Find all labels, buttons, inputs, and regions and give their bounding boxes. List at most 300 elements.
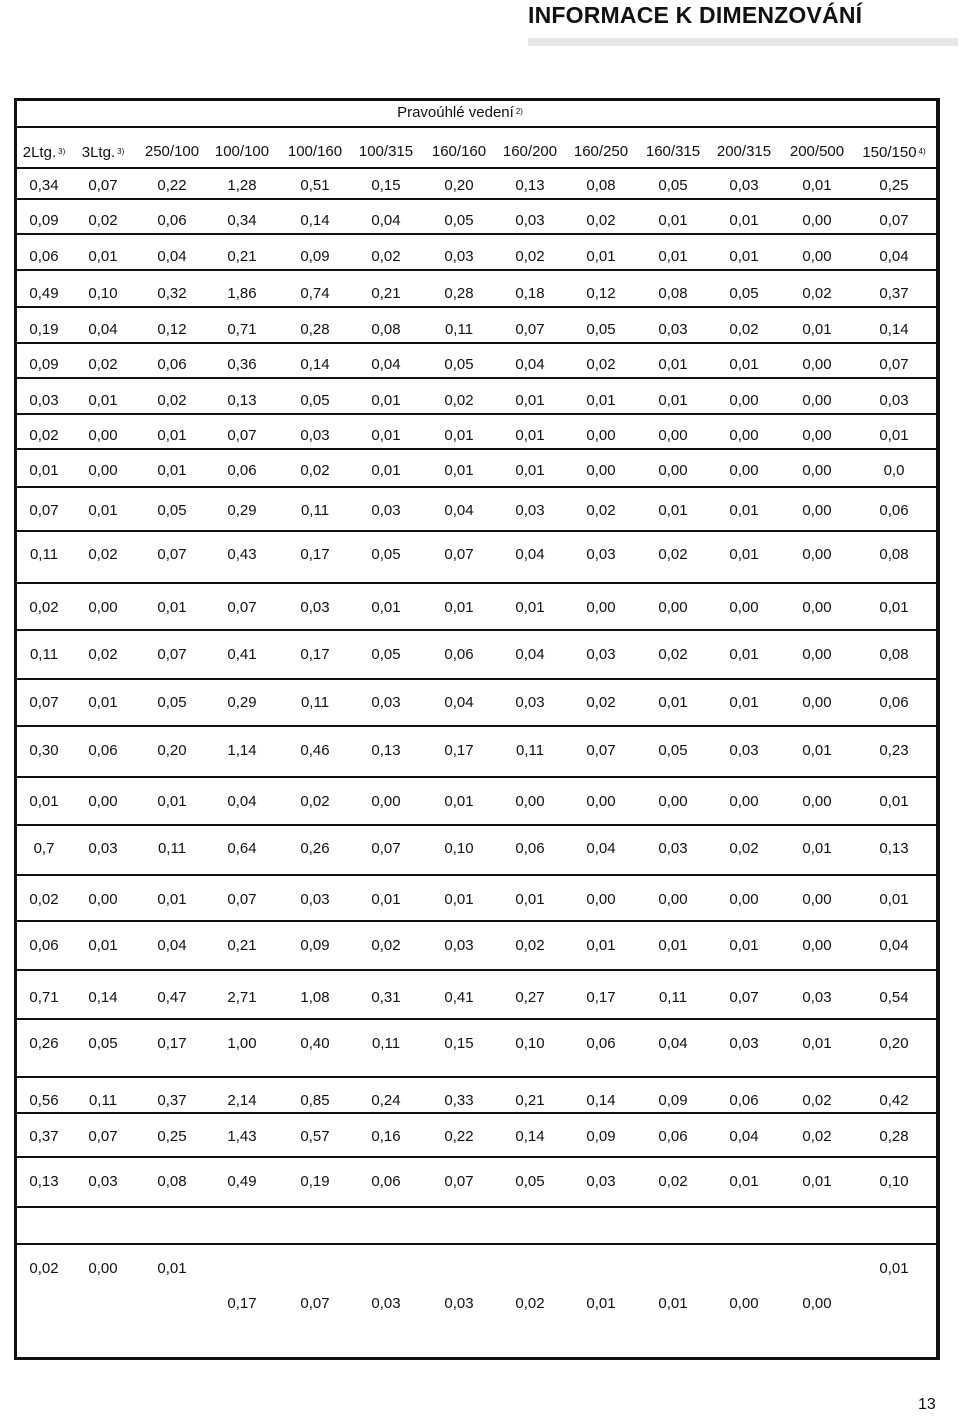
table-cell: 0,00 xyxy=(729,427,759,444)
table-cell: 0,13 xyxy=(227,392,257,409)
table-cell: 0,03 xyxy=(729,1035,759,1052)
table-row xyxy=(14,835,940,863)
table-cell: 0,10 xyxy=(88,285,118,302)
table-cell: 0,09 xyxy=(29,356,59,373)
table-cell: 0,01 xyxy=(444,599,474,616)
row-divider xyxy=(14,1156,940,1158)
table-cell: 0,11 xyxy=(515,742,545,759)
table-cell: 0,06 xyxy=(88,742,118,759)
table-cell: 0,01 xyxy=(515,427,545,444)
table-cell: 0,16 xyxy=(371,1128,401,1145)
table-cell: 0,7 xyxy=(33,840,55,857)
table-cell: 0,00 xyxy=(802,502,832,519)
table-cell: 0,11 xyxy=(300,694,330,711)
table-cell: 0,01 xyxy=(88,694,118,711)
table-cell: 0,07 xyxy=(227,427,257,444)
page-title: INFORMACE K DIMENZOVÁNÍ xyxy=(528,2,863,28)
table-cell: 0,11 xyxy=(444,321,474,338)
table-cell: 0,71 xyxy=(29,989,59,1006)
row-divider xyxy=(14,306,940,308)
table-cell: 0,01 xyxy=(371,462,401,479)
column-header xyxy=(844,138,944,166)
table-cell: 0,03 xyxy=(371,502,401,519)
table-cell xyxy=(275,1255,355,1283)
table-cell: 0,20 xyxy=(879,1035,909,1052)
table-cell: 0,02 xyxy=(586,356,616,373)
table-cell xyxy=(561,1255,641,1283)
table-cell: 0,06 xyxy=(879,502,909,519)
table-cell: 0,01 xyxy=(586,392,616,409)
table-cell: 0,05 xyxy=(515,1173,545,1190)
table-cell: 0,04 xyxy=(515,646,545,663)
table-row xyxy=(14,1087,940,1115)
table-cell: 0,07 xyxy=(371,840,401,857)
table-cell: 0,07 xyxy=(586,742,616,759)
table-cell: 0,01 xyxy=(879,427,909,444)
table-row xyxy=(14,351,940,379)
table-cell: 0,49 xyxy=(227,1173,257,1190)
table-cell: 0,17 xyxy=(227,1295,257,1312)
table-cell: 0,02 xyxy=(658,1173,688,1190)
table-cell: 0,05 xyxy=(586,321,616,338)
table-cell: 0,00 xyxy=(88,891,118,908)
table-cell: 0,00 xyxy=(802,1295,832,1312)
table-cell: 0,00 xyxy=(586,427,616,444)
table-cell: 0,04 xyxy=(371,356,401,373)
table-cell: 0,36 xyxy=(227,356,257,373)
table-cell: 0,01 xyxy=(729,546,759,563)
row-divider xyxy=(14,874,940,876)
table-cell: 0,07 xyxy=(515,321,545,338)
table-cell: 0,07 xyxy=(227,891,257,908)
table-cell: 0,01 xyxy=(729,1173,759,1190)
table-cell: 0,27 xyxy=(515,989,545,1006)
table-cell: 0,12 xyxy=(586,285,616,302)
table-cell: 0,09 xyxy=(300,937,330,954)
table-cell: 0,07 xyxy=(157,546,187,563)
table-cell: 0,21 xyxy=(371,285,401,302)
table-cell: 0,29 xyxy=(227,502,257,519)
table-cell: 0,34 xyxy=(29,177,59,194)
table-cell: 0,37 xyxy=(157,1092,187,1109)
table-cell: 0,33 xyxy=(444,1092,474,1109)
table-cell: 0,04 xyxy=(444,502,474,519)
table-cell: 0,03 xyxy=(515,212,545,229)
table-cell: 0,03 xyxy=(515,694,545,711)
table-cell: 0,10 xyxy=(444,840,474,857)
table-cell: 0,01 xyxy=(444,891,474,908)
table-cell: 0,17 xyxy=(157,1035,187,1052)
table-cell: 0,03 xyxy=(729,177,759,194)
column-header-label: 200/315 xyxy=(716,143,772,160)
table-cell: 0,06 xyxy=(586,1035,616,1052)
table-cell: 0,01 xyxy=(729,356,759,373)
table-caption-text: Pravoúhlé vedení xyxy=(397,104,514,121)
table-cell: 0,05 xyxy=(658,742,688,759)
table-cell: 0,21 xyxy=(227,248,257,265)
table-cell: 0,01 xyxy=(729,248,759,265)
table-cell xyxy=(275,1215,355,1243)
table-cell: 0,00 xyxy=(729,392,759,409)
table-cell: 0,04 xyxy=(515,546,545,563)
table-cell: 0,51 xyxy=(300,177,330,194)
table-cell: 0,01 xyxy=(802,840,832,857)
table-cell: 0,02 xyxy=(300,462,330,479)
table-cell xyxy=(63,1290,143,1318)
table-cell: 0,01 xyxy=(515,891,545,908)
table-cell: 0,28 xyxy=(879,1128,909,1145)
table-cell: 0,14 xyxy=(300,356,330,373)
table-cell: 0,03 xyxy=(300,891,330,908)
row-divider xyxy=(14,725,940,727)
table-cell: 0,04 xyxy=(586,840,616,857)
table-cell: 0,01 xyxy=(515,462,545,479)
table-cell: 0,08 xyxy=(586,177,616,194)
table-cell: 0,06 xyxy=(879,694,909,711)
table-row xyxy=(14,788,940,816)
column-header-label: 200/500 xyxy=(789,143,845,160)
table-cell: 0,03 xyxy=(879,392,909,409)
table-cell: 0,00 xyxy=(371,793,401,810)
table-cell: 0,17 xyxy=(586,989,616,1006)
table-cell: 0,05 xyxy=(88,1035,118,1052)
table-cell xyxy=(346,1215,426,1243)
table-cell: 0,19 xyxy=(29,321,59,338)
table-cell: 0,64 xyxy=(227,840,257,857)
row-divider xyxy=(14,824,940,826)
table-cell: 0,02 xyxy=(586,502,616,519)
table-cell: 0,01 xyxy=(729,694,759,711)
table-cell: 0,03 xyxy=(371,694,401,711)
table-cell xyxy=(633,1215,713,1243)
table-cell: 0,01 xyxy=(586,248,616,265)
table-cell: 0,01 xyxy=(157,462,187,479)
table-cell: 0,11 xyxy=(300,502,330,519)
table-cell: 0,05 xyxy=(157,502,187,519)
table-cell: 0,13 xyxy=(515,177,545,194)
table-cell: 0,00 xyxy=(88,1260,118,1277)
row-divider xyxy=(14,198,940,200)
table-cell: 0,17 xyxy=(300,646,330,663)
row-divider xyxy=(14,920,940,922)
table-cell: 0,01 xyxy=(157,891,187,908)
table-cell: 0,85 xyxy=(300,1092,330,1109)
column-header-label: 160/250 xyxy=(573,143,629,160)
table-cell: 0,09 xyxy=(658,1092,688,1109)
table-cell: 0,00 xyxy=(802,462,832,479)
table-cell: 0,00 xyxy=(586,462,616,479)
table-cell: 0,23 xyxy=(879,742,909,759)
table-cell: 0,01 xyxy=(658,212,688,229)
table-cell: 0,03 xyxy=(29,392,59,409)
table-cell: 1,86 xyxy=(227,285,257,302)
column-header-label: 3Ltg. xyxy=(81,144,116,161)
table-cell: 0,01 xyxy=(157,427,187,444)
table-cell: 0,07 xyxy=(729,989,759,1006)
table-cell: 0,00 xyxy=(729,462,759,479)
table-cell: 0,14 xyxy=(879,321,909,338)
table-cell xyxy=(419,1255,499,1283)
table-cell: 0,03 xyxy=(515,502,545,519)
table-cell: 0,03 xyxy=(658,840,688,857)
table-row xyxy=(14,207,940,235)
table-cell: 0,10 xyxy=(879,1173,909,1190)
table-cell: 0,01 xyxy=(802,177,832,194)
table-cell: 0,46 xyxy=(300,742,330,759)
table-cell: 0,11 xyxy=(371,1035,401,1052)
column-header-label: 2Ltg. xyxy=(22,144,57,161)
table-cell: 0,00 xyxy=(586,793,616,810)
table-cell: 0,01 xyxy=(157,599,187,616)
table-cell: 0,02 xyxy=(29,599,59,616)
table-cell: 0,01 xyxy=(88,248,118,265)
table-row xyxy=(14,641,940,669)
table-cell: 0,57 xyxy=(300,1128,330,1145)
table-cell: 0,14 xyxy=(586,1092,616,1109)
table-cell: 0,03 xyxy=(586,546,616,563)
table-cell: 0,34 xyxy=(227,212,257,229)
table-cell xyxy=(633,1255,713,1283)
table-cell: 0,02 xyxy=(658,546,688,563)
table-cell: 0,08 xyxy=(157,1173,187,1190)
row-divider xyxy=(14,582,940,584)
table-row xyxy=(14,886,940,914)
table-cell: 0,06 xyxy=(29,248,59,265)
table-cell: 0,01 xyxy=(88,502,118,519)
table-cell: 2,14 xyxy=(227,1092,257,1109)
column-header-label: 100/100 xyxy=(214,143,270,160)
table-row xyxy=(14,541,940,569)
table-cell xyxy=(63,1215,143,1243)
table-row xyxy=(14,316,940,344)
table-cell: 0,00 xyxy=(802,599,832,616)
table-cell: 0,04 xyxy=(879,248,909,265)
column-header-note: 3) xyxy=(58,147,66,156)
table-cell: 0,01 xyxy=(879,599,909,616)
table-cell: 0,02 xyxy=(88,212,118,229)
table-cell: 0,03 xyxy=(300,599,330,616)
table-cell xyxy=(854,1215,934,1243)
table-cell xyxy=(132,1290,212,1318)
table-cell: 0,06 xyxy=(157,356,187,373)
table-cell: 0,74 xyxy=(300,285,330,302)
table-cell: 1,08 xyxy=(300,989,330,1006)
table-cell: 0,01 xyxy=(658,502,688,519)
table-cell: 0,00 xyxy=(802,793,832,810)
table-cell: 0,05 xyxy=(371,646,401,663)
table-cell: 0,01 xyxy=(802,1035,832,1052)
table-cell: 0,18 xyxy=(515,285,545,302)
table-cell: 0,37 xyxy=(879,285,909,302)
table-cell: 0,06 xyxy=(444,646,474,663)
table-cell: 0,01 xyxy=(802,321,832,338)
table-row xyxy=(14,497,940,525)
table-cell: 0,07 xyxy=(444,1173,474,1190)
table-cell: 0,43 xyxy=(227,546,257,563)
table-cell: 0,03 xyxy=(729,742,759,759)
table-row xyxy=(14,984,940,1012)
table-cell: 0,01 xyxy=(729,937,759,954)
table-cell: 0,07 xyxy=(444,546,474,563)
table-cell: 0,06 xyxy=(371,1173,401,1190)
table-row xyxy=(14,1123,940,1151)
table-cell: 0,00 xyxy=(658,793,688,810)
table-cell: 0,02 xyxy=(586,212,616,229)
table-cell: 0,02 xyxy=(300,793,330,810)
table-row xyxy=(14,172,940,200)
caption-divider xyxy=(14,126,940,128)
table-cell xyxy=(202,1255,282,1283)
table-cell: 0,01 xyxy=(658,248,688,265)
column-header-note: 4) xyxy=(918,147,926,156)
table-cell: 0,02 xyxy=(157,392,187,409)
table-cell: 0,02 xyxy=(29,891,59,908)
table-cell: 0,01 xyxy=(802,1173,832,1190)
table-cell: 1,00 xyxy=(227,1035,257,1052)
table-cell: 0,01 xyxy=(586,1295,616,1312)
table-cell xyxy=(704,1215,784,1243)
row-divider xyxy=(14,1243,940,1245)
table-cell: 0,07 xyxy=(29,694,59,711)
table-row xyxy=(14,594,940,622)
table-cell: 0,00 xyxy=(658,599,688,616)
table-row xyxy=(14,387,940,415)
table-row xyxy=(14,1290,940,1318)
table-cell: 0,01 xyxy=(729,646,759,663)
table-cell: 0,01 xyxy=(371,392,401,409)
row-divider xyxy=(14,233,940,235)
table-cell: 0,01 xyxy=(371,427,401,444)
table-cell: 0,00 xyxy=(802,212,832,229)
table-cell: 0,09 xyxy=(29,212,59,229)
table-cell: 0,02 xyxy=(802,1092,832,1109)
table-cell: 0,13 xyxy=(879,840,909,857)
table-cell: 0,01 xyxy=(729,502,759,519)
row-divider xyxy=(14,448,940,450)
table-cell: 0,01 xyxy=(658,694,688,711)
table-cell: 0,07 xyxy=(300,1295,330,1312)
table-cell: 0,25 xyxy=(157,1128,187,1145)
table-cell: 0,03 xyxy=(444,1295,474,1312)
table-cell: 0,06 xyxy=(729,1092,759,1109)
table-cell: 0,03 xyxy=(802,989,832,1006)
table-cell: 0,03 xyxy=(586,646,616,663)
table-cell: 0,01 xyxy=(444,462,474,479)
table-cell: 0,06 xyxy=(515,840,545,857)
row-divider xyxy=(14,678,940,680)
table-cell: 0,41 xyxy=(444,989,474,1006)
table-cell xyxy=(132,1215,212,1243)
table-cell: 0,17 xyxy=(300,546,330,563)
table-cell: 0,04 xyxy=(879,937,909,954)
table-cell: 0,02 xyxy=(444,392,474,409)
table-cell: 0,12 xyxy=(157,321,187,338)
table-cell: 0,07 xyxy=(879,212,909,229)
table-cell: 0,01 xyxy=(586,937,616,954)
table-cell xyxy=(777,1255,857,1283)
table-cell: 0,06 xyxy=(29,937,59,954)
table-cell: 0,05 xyxy=(729,285,759,302)
row-divider xyxy=(14,1076,940,1078)
table-cell: 0,05 xyxy=(157,694,187,711)
table-header-row xyxy=(14,138,940,166)
table-cell: 0,00 xyxy=(802,694,832,711)
table-cell: 0,01 xyxy=(515,392,545,409)
table-cell: 1,28 xyxy=(227,177,257,194)
row-divider xyxy=(14,413,940,415)
table-cell xyxy=(490,1215,570,1243)
table-row xyxy=(14,457,940,485)
table-cell: 0,24 xyxy=(371,1092,401,1109)
table-cell xyxy=(561,1215,641,1243)
table-row xyxy=(14,689,940,717)
table-cell: 0,00 xyxy=(586,599,616,616)
table-cell: 0,41 xyxy=(227,646,257,663)
table-cell: 0,01 xyxy=(371,599,401,616)
table-cell: 0,00 xyxy=(586,891,616,908)
table-cell: 0,02 xyxy=(88,646,118,663)
table-cell: 0,03 xyxy=(586,1173,616,1190)
table-cell: 0,01 xyxy=(444,793,474,810)
table-cell: 0,01 xyxy=(157,793,187,810)
table-cell: 0,00 xyxy=(658,891,688,908)
table-cell: 0,03 xyxy=(444,248,474,265)
table-cell: 0,29 xyxy=(227,694,257,711)
table-cell: 0,07 xyxy=(88,1128,118,1145)
table-cell: 0,02 xyxy=(586,694,616,711)
table-cell: 0,19 xyxy=(300,1173,330,1190)
table-cell: 0,01 xyxy=(88,392,118,409)
table-cell: 0,01 xyxy=(879,1260,909,1277)
table-cell: 0,01 xyxy=(658,937,688,954)
table-cell: 0,49 xyxy=(29,285,59,302)
table-cell: 0,30 xyxy=(29,742,59,759)
table-cell: 0,01 xyxy=(157,1260,187,1277)
header-divider xyxy=(14,167,940,169)
table-cell: 0,00 xyxy=(729,793,759,810)
table-cell: 0,02 xyxy=(729,840,759,857)
table-cell: 0,11 xyxy=(29,546,59,563)
column-header-label: 100/315 xyxy=(358,143,414,160)
table-cell xyxy=(854,1290,934,1318)
table-cell: 0,03 xyxy=(658,321,688,338)
table-cell: 1,14 xyxy=(227,742,257,759)
table-cell: 0,05 xyxy=(658,177,688,194)
table-cell: 0,21 xyxy=(227,937,257,954)
table-cell: 0,0 xyxy=(883,462,905,479)
table-cell: 0,00 xyxy=(802,646,832,663)
table-cell: 0,01 xyxy=(515,599,545,616)
table-cell: 0,06 xyxy=(157,212,187,229)
table-cell: 0,56 xyxy=(29,1092,59,1109)
row-divider xyxy=(14,1206,940,1208)
table-cell: 0,01 xyxy=(444,427,474,444)
row-divider xyxy=(14,486,940,488)
row-divider xyxy=(14,629,940,631)
row-divider xyxy=(14,377,940,379)
table-cell: 0,00 xyxy=(802,546,832,563)
table-cell: 0,03 xyxy=(88,1173,118,1190)
table-cell: 0,03 xyxy=(444,937,474,954)
table-cell: 0,15 xyxy=(371,177,401,194)
table-cell: 0,00 xyxy=(658,462,688,479)
table-cell: 0,14 xyxy=(300,212,330,229)
table-cell xyxy=(346,1255,426,1283)
table-row xyxy=(14,243,940,271)
table-cell: 0,05 xyxy=(444,212,474,229)
table-cell: 0,02 xyxy=(802,1128,832,1145)
table-cell: 0,01 xyxy=(658,356,688,373)
